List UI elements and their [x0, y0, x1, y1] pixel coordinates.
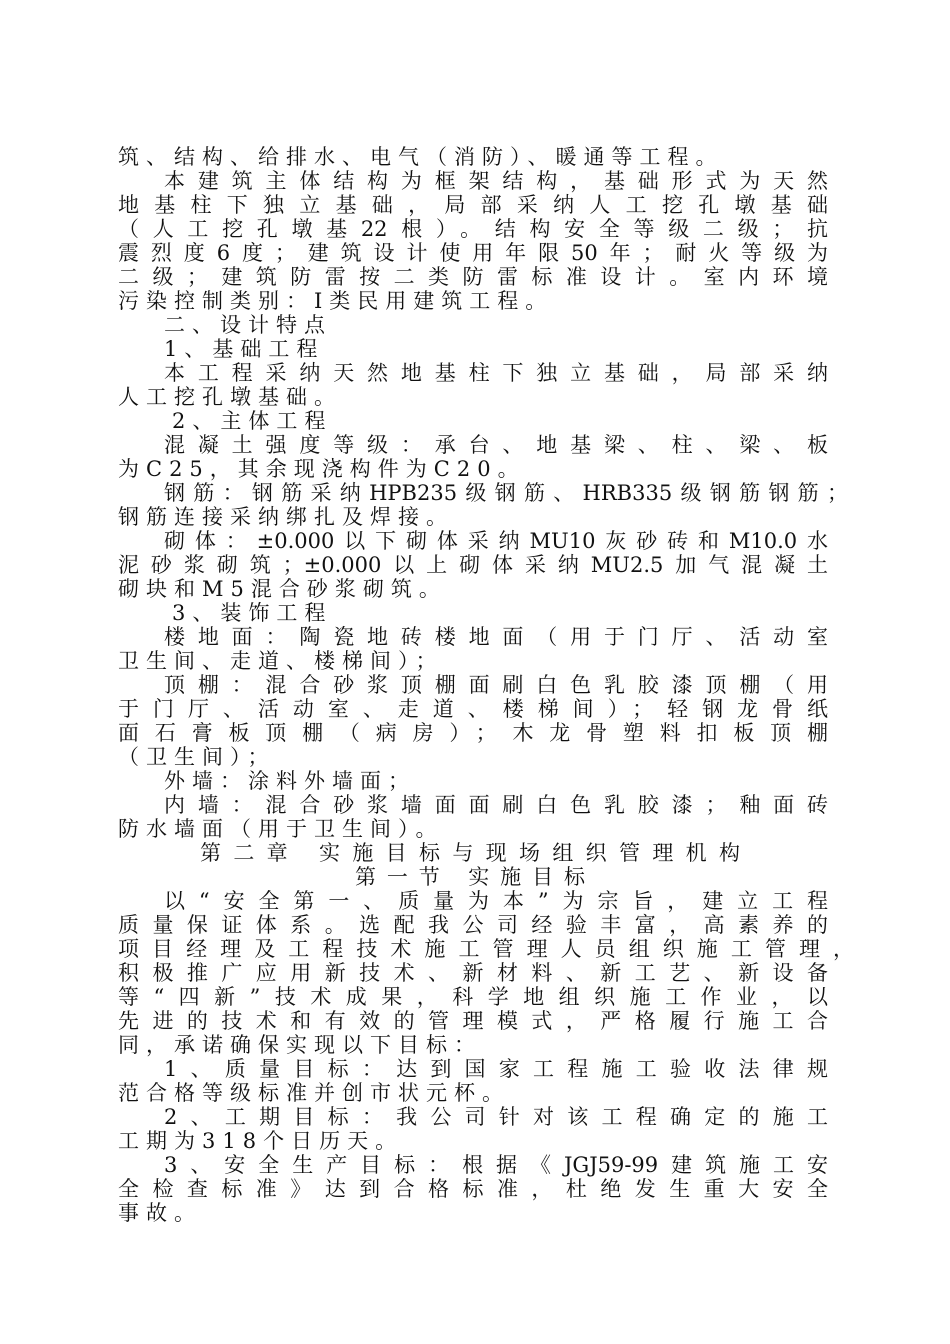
text-line: 本建筑主体结构为框架结构，基础形式为天然 [164, 169, 828, 193]
text-line: 以“安全第一、质量为本”为宗旨，建立工程 [164, 889, 828, 913]
text-line: 面石膏板顶棚（病房）；木龙骨塑料扣板顶棚 [118, 721, 828, 745]
section-heading: 3、装饰工程 [172, 601, 333, 625]
text-line: 泥砂浆砌筑；±0.000以上砌体采纳MU2.5加气混凝土 [118, 553, 828, 577]
text-line: 外墙：涂料外墙面； [164, 769, 416, 793]
text-line: 等“四新”技术成果，科学地组织施工作业，以 [118, 985, 828, 1009]
text-line: 人工挖孔墩基础。 [118, 385, 342, 409]
section-title: 第一节 实施目标 [355, 865, 585, 889]
text-line: 筑、结构、给排水、电气（消防）、暖通等工程。 [118, 145, 724, 169]
text-line: 1、质量目标：达到国家工程施工验收法律规 [164, 1057, 828, 1081]
text-line: （卫生间）； [118, 745, 276, 769]
text-line: 2、工期目标：我公司针对该工程确定的施工 [164, 1105, 828, 1129]
text-line: 积极推广应用新技术、新材料、新工艺、新设备 [118, 961, 828, 985]
text-line: 质量保证体系。选配我公司经验丰富，高素养的 [118, 913, 828, 937]
text-line: 钢筋连接采纳绑扎及焊接。 [118, 505, 454, 529]
text-line: 项目经理及工程技术施工管理人员组织施工管理， [118, 937, 854, 961]
text-line: 防水墙面（用于卫生间）。 [118, 817, 444, 841]
text-line: 顶棚：混合砂浆顶棚面刷白色乳胶漆顶棚（用 [164, 673, 828, 697]
section-heading: 1、基础工程 [164, 337, 325, 361]
text-line: 事故。 [118, 1201, 202, 1225]
text-line: 二级；建筑防雷按二类防雷标准设计。室内环境 [118, 265, 828, 289]
section-heading: 2、主体工程 [172, 409, 333, 433]
text-line: 本工程采纳天然地基柱下独立基础，局部采纳 [164, 361, 828, 385]
text-line: 先进的技术和有效的管理模式，严格履行施工合 [118, 1009, 828, 1033]
text-line: 同，承诺确保实现以下目标： [118, 1033, 482, 1057]
text-line: 楼地面：陶瓷地砖楼地面（用于门厅、活动室 [164, 625, 828, 649]
text-line: 污染控制类别：I类民用建筑工程。 [118, 289, 554, 313]
text-line: 砌体：±0.000以下砌体采纳MU10灰砂砖和M10.0水 [164, 529, 828, 553]
text-line: 于门厅、活动室、走道、楼梯间）；轻钢龙骨纸 [118, 697, 828, 721]
text-line: 卫生间、走道、楼梯间）； [118, 649, 444, 673]
section-heading: 二、设计特点 [164, 313, 332, 337]
text-line: 为C25，其余现浇构件为C20。 [118, 457, 526, 481]
text-line: 混凝土强度等级：承台、地基梁、柱、梁、板 [164, 433, 828, 457]
text-line: 范合格等级标准并创市状元杯。 [118, 1081, 510, 1105]
text-line: 地基柱下独立基础，局部采纳人工挖孔墩基础 [118, 193, 828, 217]
text-line: 工期为318个日历天。 [118, 1129, 404, 1153]
text-line: 全检查标准》达到合格标准，杜绝发生重大安全 [118, 1177, 828, 1201]
text-line: 震烈度6度；建筑设计使用年限50年；耐火等级为 [118, 241, 828, 265]
text-line: 3、安全生产目标：根据《JGJ59-99建筑施工安 [164, 1153, 828, 1177]
text-line: 内墙：混合砂浆墙面面刷白色乳胶漆；釉面砖 [164, 793, 828, 817]
text-line: 钢筋：钢筋采纳HPB235级钢筋、HRB335级钢筋钢筋； [164, 481, 848, 505]
chapter-heading: 第二章 实施目标与现场组织管理机构 [200, 841, 740, 865]
text-line: （人工挖孔墩基22根）。结构安全等级二级；抗 [118, 217, 828, 241]
text-line: 砌块和M5混合砂浆砌筑。 [118, 577, 447, 601]
